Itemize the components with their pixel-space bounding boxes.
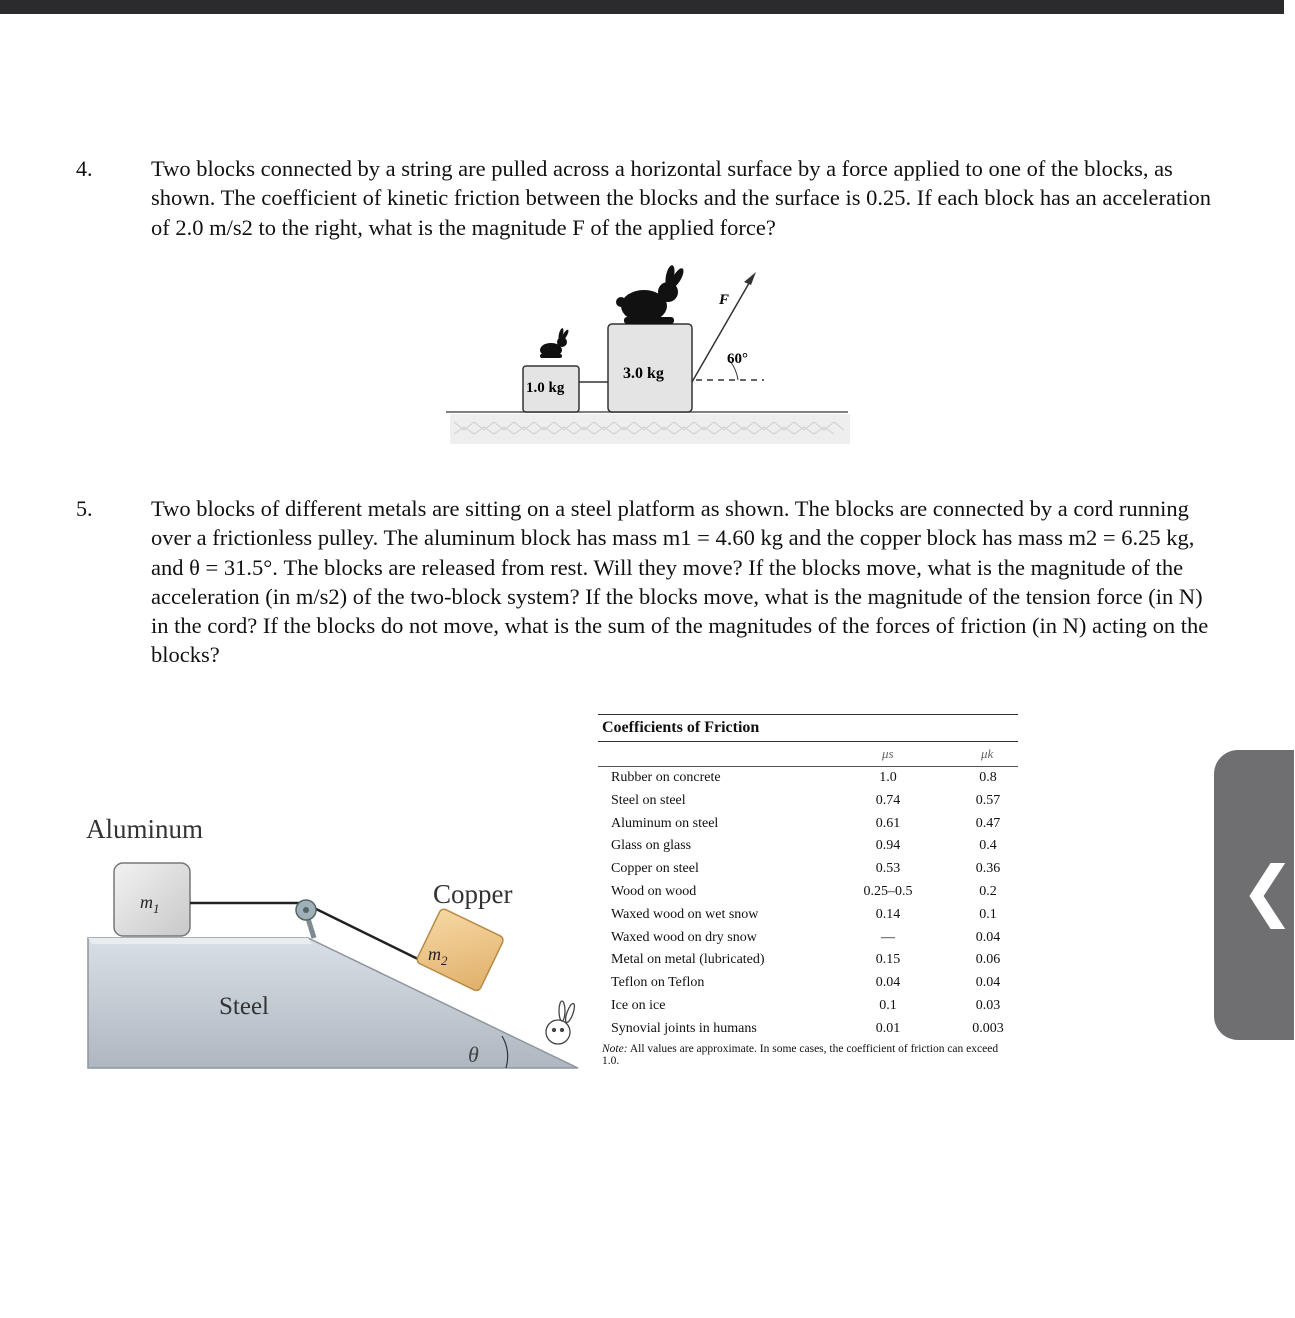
mu-k-cell: 0.4	[979, 838, 997, 854]
mu-k-cell: 0.2	[979, 883, 997, 899]
table-row	[598, 904, 1018, 927]
theta-label: θ	[468, 1042, 479, 1067]
m2-subscript: 2	[441, 953, 448, 968]
force-label: F	[719, 292, 730, 308]
mu-s-cell: 0.74	[875, 792, 901, 808]
material-cell: Teflon on Teflon	[611, 975, 705, 991]
material-cell: Copper on steel	[611, 861, 699, 877]
side-panel-tab[interactable]	[1214, 750, 1294, 1040]
friction-table-header	[598, 742, 1018, 767]
note-label: Note:	[602, 1042, 628, 1055]
table-row	[598, 767, 1018, 790]
problem-5-text: Two blocks of different metals are sitting on a steel platform as shown. The blocks are connected by a cord running over a frictionless pulley. The aluminum block has mass m1 = 4.60 kg and the copper block has mass m2 = 6.25 kg, and θ = 31.5°. The blocks are released from rest. Will they move? If the blocks move, what is the magnitude of the acceleration (in m/s2) of the two-block system? If the blocks move, what is the magnitude of the tension force (in N) in the cord? If the blocks do not move, what is the sum of the magnitudes of the forces of friction (in N) acting on the blocks?	[151, 496, 1209, 668]
aluminum-label: Aluminum	[86, 814, 204, 844]
m2-letter: m	[428, 944, 441, 964]
mu-s-cell: 0.01	[875, 1020, 901, 1036]
large-block-label: 3.0 kg	[623, 365, 664, 382]
angle-label: 60°	[727, 351, 748, 367]
mu-k-cell: 0.03	[975, 997, 1001, 1013]
chevron-left-icon[interactable]: ❮	[1240, 852, 1295, 929]
friction-rows	[598, 767, 1018, 1041]
mu-k-cell: 0.1	[979, 906, 997, 922]
mu-k-header: μk	[981, 746, 994, 761]
small-block-label: 1.0 kg	[526, 380, 565, 396]
material-cell: Metal on metal (lubricated)	[611, 952, 765, 968]
rabbit-large-icon	[616, 264, 686, 324]
material-cell: Glass on glass	[611, 838, 692, 854]
force-arrow-head	[744, 272, 756, 285]
mu-s-cell: —	[881, 929, 895, 945]
table-row	[598, 813, 1018, 836]
mu-s-cell: 0.1	[879, 997, 897, 1013]
problem-4-text: Two blocks connected by a string are pulled across a horizontal surface by a force applied to one of the blocks, as shown. The coefficient of kinetic friction between the blocks and the surface is 0.25. If each block has an acceleration of 2.0 m/s2 to the right, what is the magnitude F of the applied force?	[151, 156, 1212, 240]
mu-k-cell: 0.57	[975, 792, 1001, 808]
mu-s-cell: 0.25–0.5	[863, 883, 913, 899]
m1-letter: m	[140, 892, 153, 912]
mu-k-cell: 0.36	[975, 861, 1001, 877]
steel-platform	[88, 938, 578, 1068]
note-text: All values are approximate. In some cases, the coefficient of friction can exceed 1.0.	[602, 1042, 999, 1067]
material-cell: Aluminum on steel	[611, 815, 719, 831]
material-cell: Waxed wood on dry snow	[611, 929, 757, 945]
table-row	[598, 790, 1018, 813]
figure-incline	[76, 800, 596, 1090]
mu-k-cell: 0.003	[972, 1020, 1004, 1036]
mu-k-cell: 0.8	[979, 770, 997, 785]
friction-table	[598, 714, 1018, 1067]
table-row	[598, 835, 1018, 858]
table-row	[598, 858, 1018, 881]
mu-s-cell: 1.0	[879, 770, 897, 785]
platform-top	[88, 938, 312, 944]
table-row	[598, 995, 1018, 1018]
rabbit-small-icon	[540, 328, 570, 358]
ground-texture	[450, 414, 850, 444]
table-row	[598, 972, 1018, 995]
problem-4-number: 4.	[76, 156, 93, 181]
material-cell: Wood on wood	[611, 883, 697, 899]
top-bar	[0, 0, 1284, 14]
m1-subscript: 1	[153, 901, 160, 916]
rabbit-cartoon-icon	[546, 1001, 576, 1044]
material-cell: Steel on steel	[611, 792, 686, 808]
material-cell: Ice on ice	[611, 997, 666, 1013]
table-row	[598, 949, 1018, 972]
steel-label: Steel	[219, 993, 269, 1020]
mu-s-cell: 0.04	[875, 975, 901, 991]
mu-s-cell: 0.14	[875, 906, 901, 922]
mu-s-cell: 0.53	[875, 861, 901, 877]
friction-table-title: Coefficients of Friction	[598, 714, 1018, 742]
material-cell: Waxed wood on wet snow	[611, 906, 759, 922]
friction-note	[598, 1043, 1018, 1067]
mu-s-cell: 0.61	[875, 815, 901, 831]
pulley-axle	[303, 907, 309, 913]
material-cell: Rubber on concrete	[611, 770, 721, 785]
mu-k-cell: 0.47	[975, 815, 1001, 831]
copper-label: Copper	[433, 879, 513, 909]
figure-blocks-horizontal	[440, 262, 860, 462]
mu-s-header: μs	[882, 746, 894, 761]
table-row	[598, 881, 1018, 904]
table-row	[598, 1018, 1018, 1041]
material-cell: Synovial joints in humans	[611, 1020, 757, 1036]
table-row	[598, 927, 1018, 950]
problem-5-number: 5.	[76, 496, 93, 521]
mu-k-cell: 0.04	[975, 975, 1001, 991]
mu-s-cell: 0.15	[875, 952, 901, 968]
mu-s-cell: 0.94	[875, 838, 901, 854]
mu-k-cell: 0.06	[975, 952, 1001, 968]
mu-k-cell: 0.04	[975, 929, 1001, 945]
